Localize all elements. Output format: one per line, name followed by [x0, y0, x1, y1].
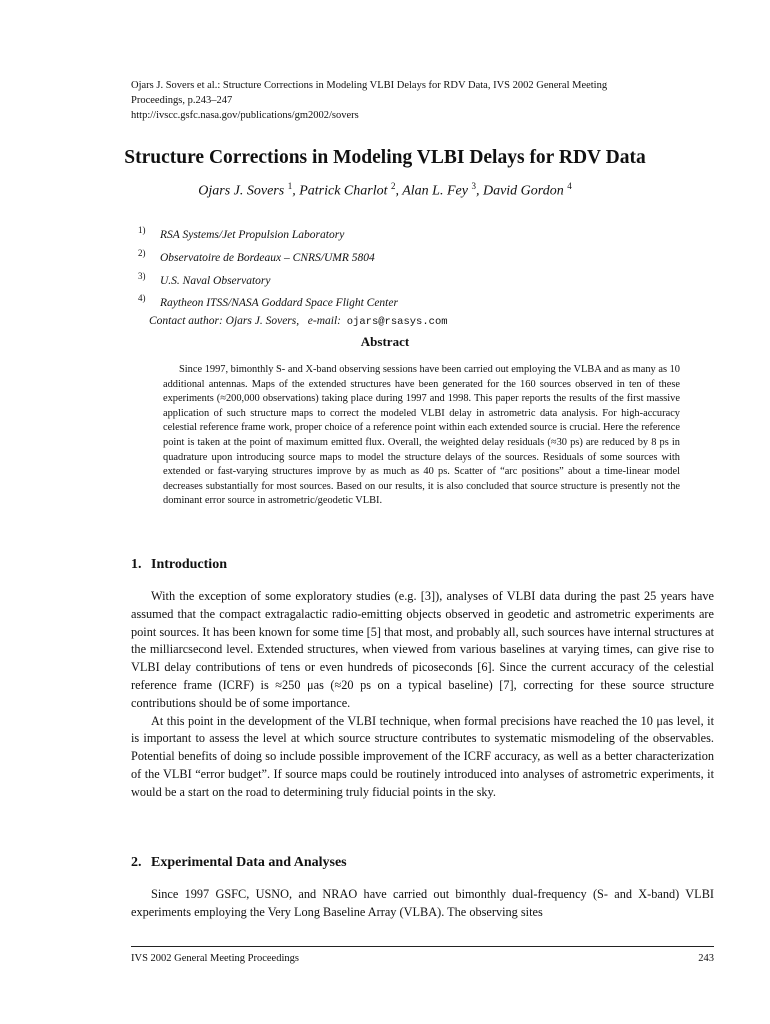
footer-rule	[131, 946, 714, 947]
author-affil-mark: 1	[287, 181, 293, 191]
contact-label: Contact author: Ojars J. Sovers,	[149, 315, 300, 328]
contact-author	[149, 312, 448, 331]
author-name: David Gordon	[482, 183, 564, 199]
citation-line: Proceedings, p.243–247	[131, 95, 233, 106]
section-title: Experimental Data and Analyses	[151, 855, 347, 870]
affiliation	[138, 221, 448, 244]
affiliation	[138, 267, 448, 290]
section-number: 1.	[131, 557, 142, 572]
citation-url: http://ivscc.gsfc.nasa.gov/publications/gm2002/sovers	[131, 110, 359, 121]
affiliation-number: 3)	[138, 270, 146, 281]
paragraph: Since 1997 GSFC, USNO, and NRAO have carried out bimonthly dual-frequency (S- and X-band) VLBI experiments employing the Very Long Baseline Array (VLBA). The observing sites	[131, 887, 714, 919]
experimental-data-body	[131, 886, 714, 922]
abstract-text: Since 1997, bimonthly S- and X-band observing sessions have been carried out employing the VLBA and as many as 10 additional antennas. Maps of the extended structures have been generated for the 160 sources observed in ten of these experiments (≈200,000 observations) taking place during 1997 and 1998. This paper reports the results of the first massive application of such structure maps to correct the modeled VLBI delay in astrometric data analysis. For high-accuracy celestial reference frame work, proper choice of a reference point within each extended source is crucial. Here the reference point is taken at the point of maximum emitted flux. Overall, the weighted delay residuals (≈30 ps) are reduced by 8 ps in quadrature upon introducing source maps to model the structure delays of the sources. Residuals of some sources with extended or fast-varying structures improve by as much as 40 ps. Scatter of “arc positions” about a time-linear model decreases substantially for most sources. Based on our results, it is also concluded that source structure is presently not the dominant error source in astrometric/geodetic VLBI.	[163, 364, 680, 507]
affiliation	[138, 244, 448, 267]
author-name: Ojars J. Sovers	[198, 183, 285, 199]
affiliation-text: U.S. Naval Observatory	[160, 274, 271, 287]
author-name: Patrick Charlot	[299, 183, 388, 199]
affiliation-list	[138, 221, 448, 331]
paper-title: Structure Corrections in Modeling VLBI Delays for RDV Data	[124, 147, 646, 168]
affiliation-number: 4)	[138, 293, 146, 304]
introduction-body	[131, 588, 714, 802]
paragraph: At this point in the development of the VLBI technique, when formal precisions have reached the 10 μas level, it is important to assess the level at which source structure contributes to systematic mismodeling of the observables. Potential benefits of doing so include possible improvement of the ICRF accuracy, as well as a better characterization of the VLBI “error budget”. If source maps could be routinely introduced into analyses of astrometric experiments, it would be a start on the road to determining truly fiducial points in the sky.	[131, 713, 714, 799]
affiliation-number: 1)	[138, 225, 146, 235]
affiliation-text: RSA Systems/Jet Propulsion Laboratory	[160, 228, 345, 241]
page-number: 243	[698, 953, 714, 964]
affiliation-text: Observatoire de Bordeaux – CNRS/UMR 5804	[160, 251, 375, 264]
author-affil-mark: 2	[390, 181, 396, 191]
author-name: Alan L. Fey	[402, 183, 468, 199]
contact-email: ojars@rsasys.com	[346, 316, 448, 329]
affiliation-number: 2)	[138, 247, 146, 258]
abstract-heading: Abstract	[360, 334, 410, 349]
paragraph: With the exception of some exploratory studies (e.g. [3]), analyses of VLBI data during the past 25 years have assumed that the compact extragalactic radio-emitting objects observed in geodetic and astrometric experiments are point sources. It has been known for some time [5] that most, and probably all, such sources have internal structures at the milliarcsecond level. Extended structures, when viewed from various baselines at varying times, can give rise to VLBI delay contributions of tens or even hundreds of picoseconds [6]. Since the current accuracy of the celestial reference frame (ICRF) is ≈250 μas (≈20 ps on a typical baseline) [7], correcting for these source structure contributions should be of some importance.	[131, 589, 714, 710]
author-affil-mark: 3	[471, 181, 476, 191]
email-label: e-mail:	[307, 315, 341, 328]
citation-header	[131, 78, 721, 123]
section-title: Introduction	[151, 557, 227, 572]
footer-proceedings: IVS 2002 General Meeting Proceedings	[131, 953, 299, 964]
author-list: Ojars J. Sovers $^1$, Patrick Charlot $^2$, Alan L. Fey $^3$, David Gordon $^4$	[198, 181, 572, 199]
citation-line: Ojars J. Sovers et al.: Structure Corrections in Modeling VLBI Delays for RDV Data, IVS 2002 General Meeting	[131, 80, 608, 91]
section-heading-introduction	[131, 557, 227, 573]
affiliation	[138, 289, 448, 312]
affiliation-text: Raytheon ITSS/NASA Goddard Space Flight Center	[160, 297, 398, 310]
author-affil-mark: 4	[567, 181, 572, 191]
section-heading-experimental-data	[131, 855, 347, 871]
section-number: 2.	[131, 855, 142, 870]
